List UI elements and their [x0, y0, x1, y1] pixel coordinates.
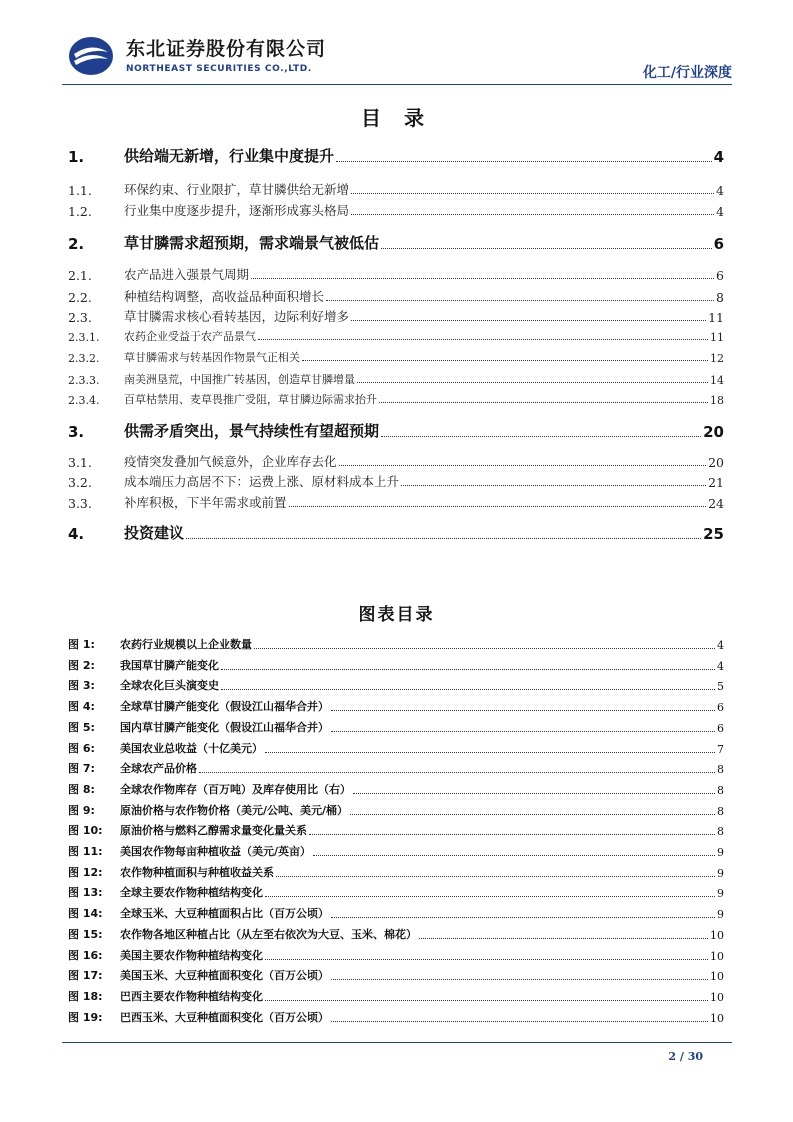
toc-entry-text: 成本端压力高居不下：运费上涨、原材料成本上升 — [124, 474, 400, 489]
dot-leader — [351, 193, 714, 194]
figure-entry-page: 5 — [717, 680, 724, 693]
toc-entry-text: 草甘膦需求超预期，需求端景气被低估 — [124, 234, 380, 252]
figure-entry-number: 图 8: — [68, 783, 95, 796]
figure-entry-number: 图 5: — [68, 721, 95, 734]
dot-leader — [339, 465, 707, 466]
toc-entry-page: 25 — [703, 525, 724, 543]
figure-entry-number: 图 2: — [68, 659, 95, 672]
toc-entry-page: 20 — [708, 455, 724, 470]
toc-entry-page: 6 — [716, 268, 724, 283]
toc-entry-number: 2.3.2. — [68, 352, 100, 365]
dot-leader — [265, 959, 708, 960]
toc-entry-number: 3.3. — [68, 496, 92, 511]
figure-entry-number: 图 16: — [68, 949, 103, 962]
dot-leader — [331, 979, 708, 980]
dot-leader — [254, 648, 715, 649]
toc-entry-text: 草甘膦需求与转基因作物景气正相关 — [124, 351, 300, 364]
dot-leader — [336, 161, 712, 162]
dot-leader — [265, 896, 715, 897]
figure-entry-page: 10 — [710, 1012, 724, 1025]
figure-entry-number: 图 19: — [68, 1011, 103, 1024]
toc-entry[interactable] — [68, 232, 724, 253]
figure-entry-text: 巴西玉米、大豆种植面积变化（百万公顷） — [120, 1011, 329, 1024]
figure-entry-number: 图 9: — [68, 804, 95, 817]
figure-entry-text: 全球农产品价格 — [120, 762, 197, 775]
figure-entry-number: 图 14: — [68, 907, 103, 920]
figure-entry[interactable] — [68, 740, 724, 756]
toc-entry-text: 疫情突发叠加气候意外，企业库存去化 — [124, 454, 337, 469]
toc-entry-number: 2.3.3. — [68, 374, 100, 387]
toc-entry[interactable] — [68, 201, 724, 219]
dot-leader — [331, 710, 715, 711]
figure-entry-text: 全球农化巨头演变史 — [120, 679, 219, 692]
figure-entry-number: 图 7: — [68, 762, 95, 775]
dot-leader — [221, 669, 715, 670]
figure-entry-page: 4 — [717, 660, 724, 673]
figure-entry[interactable] — [68, 760, 724, 776]
toc-entry[interactable] — [68, 145, 724, 166]
dot-leader — [331, 731, 715, 732]
figure-entry-page: 9 — [717, 887, 724, 900]
figure-entry[interactable] — [68, 781, 724, 797]
toc-entry-page: 4 — [716, 204, 724, 219]
figures-title: 图表目录 — [358, 605, 435, 625]
figure-entry-page: 6 — [717, 722, 724, 735]
toc-entry[interactable] — [68, 287, 724, 305]
toc-entry-text: 南美洲垦荒，中国推广转基因，创造草甘膦增量 — [124, 373, 355, 386]
figure-entry-number: 图 11: — [68, 845, 103, 858]
figure-entry[interactable] — [68, 967, 724, 983]
toc-entry-text: 草甘膦需求核心看转基因，边际利好增多 — [124, 309, 350, 324]
toc-entry-page: 24 — [708, 496, 724, 511]
toc-entry-text: 环保约束、行业限扩，草甘膦供给无新增 — [124, 182, 350, 197]
dot-leader — [258, 339, 708, 340]
figure-entry-number: 图 13: — [68, 886, 103, 899]
toc-entry-number: 2.3.4. — [68, 394, 100, 407]
toc-entry[interactable] — [68, 328, 724, 344]
dot-leader — [221, 689, 715, 690]
figure-entry-text: 美国主要农作物种植结构变化 — [120, 949, 263, 962]
figure-entry-page: 8 — [717, 825, 724, 838]
figure-entry-page: 4 — [717, 639, 724, 652]
figure-entry-page: 10 — [710, 991, 724, 1004]
figure-entry-number: 图 10: — [68, 824, 103, 837]
figure-entry-text: 农作物种植面积与种植收益关系 — [120, 866, 274, 879]
figure-entry-text: 全球农作物库存（百万吨）及库存使用比（右） — [120, 783, 351, 796]
figure-entry-number: 图 18: — [68, 990, 103, 1003]
figure-entry[interactable] — [68, 677, 724, 693]
figure-entry-number: 图 17: — [68, 969, 103, 982]
figure-entry[interactable] — [68, 657, 724, 673]
figure-entry-text: 原油价格与农作物价格（美元/公吨、美元/桶） — [120, 804, 349, 817]
figure-entry-text: 全球主要农作物种植结构变化 — [120, 886, 263, 899]
toc-entry-page: 4 — [716, 183, 724, 198]
figure-entry-text: 全球玉米、大豆种植面积占比（百万公顷） — [120, 907, 329, 920]
toc-entry[interactable] — [68, 371, 724, 387]
toc-entry-number: 2.3. — [68, 310, 92, 325]
toc-entry-number: 3.2. — [68, 475, 92, 490]
dot-leader — [276, 876, 715, 877]
company-name-en: NORTHEAST SECURITIES CO.,LTD. — [126, 64, 312, 74]
toc-entry[interactable] — [68, 472, 724, 490]
figure-entry-text: 美国农业总收益（十亿美元） — [120, 742, 263, 755]
figure-entry-text: 全球草甘膦产能变化（假设江山福华合并） — [120, 700, 329, 713]
company-name-cn: 东北证券股份有限公司 — [126, 38, 327, 60]
figure-entry-text: 我国草甘膦产能变化 — [120, 659, 219, 672]
toc-entry-number: 2.3.1. — [68, 331, 100, 344]
toc-entry-text: 百草枯禁用、麦草畏推广受阻，草甘膦边际需求抬升 — [124, 393, 377, 406]
figure-entry-page: 8 — [717, 763, 724, 776]
figure-entry[interactable] — [68, 802, 724, 818]
dot-leader — [353, 793, 715, 794]
figure-entry-page: 10 — [710, 929, 724, 942]
figure-entry[interactable] — [68, 636, 724, 652]
dot-leader — [331, 917, 715, 918]
figure-entry[interactable] — [68, 698, 724, 714]
toc-entry-page: 4 — [713, 148, 724, 166]
dot-leader — [381, 436, 701, 437]
page-number: 2 / 30 — [668, 1050, 703, 1063]
toc-entry-page: 11 — [708, 310, 724, 325]
toc-entry-number: 1.1. — [68, 183, 92, 198]
report-category: 化工/行业深度 — [642, 65, 732, 81]
dot-leader — [381, 248, 712, 249]
figure-entry-text: 美国农作物每亩种植收益（美元/英亩） — [120, 845, 312, 858]
figure-entry-page: 7 — [717, 743, 724, 756]
figure-entry[interactable] — [68, 822, 724, 838]
dot-leader — [350, 814, 715, 815]
toc-entry[interactable] — [68, 180, 724, 198]
toc-entry-page: 12 — [710, 352, 724, 365]
footer-divider — [62, 1042, 732, 1043]
toc-entry-text: 补库积极，下半年需求或前置 — [124, 495, 287, 510]
page-header — [62, 34, 732, 82]
dot-leader — [331, 1021, 708, 1022]
toc-entry-number: 3.1. — [68, 455, 92, 470]
toc-entry[interactable] — [68, 349, 724, 365]
dot-leader — [265, 1000, 708, 1001]
toc-entry-text: 投资建议 — [124, 524, 185, 542]
toc-entry[interactable] — [68, 307, 724, 325]
toc-title: 目 录 — [361, 106, 432, 130]
dot-leader — [251, 278, 714, 279]
figure-entry[interactable] — [68, 988, 724, 1004]
figure-entry-text: 国内草甘膦产能变化（假设江山福华合并） — [120, 721, 329, 734]
toc-entry[interactable] — [68, 391, 724, 407]
toc-entry-page: 21 — [708, 475, 724, 490]
toc-entry[interactable] — [68, 265, 724, 283]
figure-entry[interactable] — [68, 947, 724, 963]
figure-entry-number: 图 3: — [68, 679, 95, 692]
figure-entry-number: 图 6: — [68, 742, 95, 755]
toc-entry-text: 供需矛盾突出，景气持续性有望超预期 — [124, 422, 380, 440]
figure-entry-text: 原油价格与燃料乙醇需求量变化量关系 — [120, 824, 307, 837]
figure-entry-text: 农药行业规模以上企业数量 — [120, 638, 252, 651]
toc-entry-text: 行业集中度逐步提升，逐渐形成寡头格局 — [124, 203, 350, 218]
figure-entry-page: 6 — [717, 701, 724, 714]
toc-entry-number: 1.2. — [68, 204, 92, 219]
figure-entry[interactable] — [68, 864, 724, 880]
figure-entry-number: 图 15: — [68, 928, 103, 941]
toc-entry-page: 20 — [703, 423, 724, 441]
dot-leader — [265, 752, 715, 753]
toc-entry[interactable] — [68, 493, 724, 511]
figure-entry-number: 图 12: — [68, 866, 103, 879]
toc-entry[interactable] — [68, 452, 724, 470]
toc-entry-number: 2.1. — [68, 268, 92, 283]
dot-leader — [379, 402, 708, 403]
dot-leader — [326, 300, 714, 301]
toc-entry-page: 11 — [710, 331, 724, 344]
figure-entry-number: 图 1: — [68, 638, 95, 651]
dot-leader — [309, 834, 715, 835]
dot-leader — [351, 214, 714, 215]
figure-entry-page: 10 — [710, 970, 724, 983]
dot-leader — [419, 938, 708, 939]
company-logo-icon — [68, 36, 114, 76]
figure-entry[interactable] — [68, 843, 724, 859]
toc-entry-page: 6 — [713, 235, 724, 253]
dot-leader — [199, 772, 715, 773]
toc-entry[interactable] — [68, 420, 724, 441]
figure-entry-text: 美国玉米、大豆种植面积变化（百万公顷） — [120, 969, 329, 982]
figure-entry-page: 8 — [717, 805, 724, 818]
figure-entry[interactable] — [68, 926, 724, 942]
toc-entry-page: 18 — [710, 394, 724, 407]
figure-entry-number: 图 4: — [68, 700, 95, 713]
toc-entry-page: 14 — [710, 374, 724, 387]
figure-entry-page: 9 — [717, 908, 724, 921]
figure-entry-page: 9 — [717, 867, 724, 880]
header-divider — [62, 84, 732, 85]
figure-entry-text: 巴西主要农作物种植结构变化 — [120, 990, 263, 1003]
figure-entry[interactable] — [68, 884, 724, 900]
figure-entry-page: 8 — [717, 784, 724, 797]
dot-leader — [302, 360, 708, 361]
dot-leader — [186, 538, 701, 539]
dot-leader — [401, 485, 706, 486]
toc-entry-number: 3. — [68, 423, 85, 441]
dot-leader — [289, 506, 707, 507]
dot-leader — [313, 855, 715, 856]
dot-leader — [357, 382, 708, 383]
dot-leader — [351, 320, 706, 321]
toc-entry-number: 4. — [68, 525, 85, 543]
toc-entry-text: 农药企业受益于农产品景气 — [124, 330, 256, 343]
figure-entry[interactable] — [68, 719, 724, 735]
toc-entry-page: 8 — [716, 290, 724, 305]
toc-entry-number: 2.2. — [68, 290, 92, 305]
figure-entry[interactable] — [68, 905, 724, 921]
toc-entry-text: 种植结构调整，高收益品种面积增长 — [124, 289, 325, 304]
toc-entry-number: 1. — [68, 148, 85, 166]
toc-entry-text: 农产品进入强景气周期 — [124, 267, 250, 282]
toc-entry-text: 供给端无新增，行业集中度提升 — [124, 147, 335, 165]
figure-entry-page: 10 — [710, 950, 724, 963]
toc-entry[interactable] — [68, 522, 724, 543]
figure-entry[interactable] — [68, 1009, 724, 1025]
toc-entry-number: 2. — [68, 235, 85, 253]
figure-entry-page: 9 — [717, 846, 724, 859]
figure-entry-text: 农作物各地区种植占比（从左至右依次为大豆、玉米、棉花） — [120, 928, 417, 941]
